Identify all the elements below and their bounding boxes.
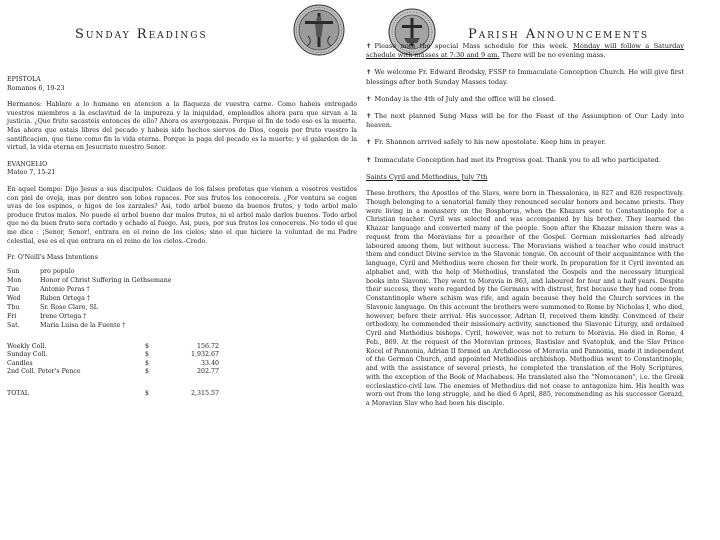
- announcement-text: Monday is the 4th of July and the office will be closed.: [374, 94, 556, 103]
- mass-intentions-heading: Fr. O'Neill's Mass Intentions: [7, 254, 98, 262]
- table-row: [7, 313, 172, 322]
- collection-currency: $: [145, 368, 150, 376]
- cross-icon: ✝: [366, 155, 372, 164]
- epistola-text: Hermanos: Hablare a lo humano en atencion a la flaqueza de vuestra carne. Como habeis entregado vuestros miembros a la esclavitud de la impureza y la iniquidad, empleadlos ahora para que sirvan a la justicia. ¿Que fruto sacasteis entonces de ello? Ahora os avergonzais. Porque el fin de todo eso es la muerte. Mas ahora que estais libres del pecado y habeis sido hechos siervos de Dios, cogeis por fruto vuestro la santificacion, que tiene como fin la vida eterna. Porque la paga del pecado es la muerte; y el galardon de la virtud, la vida eterna en Jesucristo nuestro Senor.: [7, 101, 357, 152]
- collection-amount: 202.77: [196, 368, 219, 376]
- mass-intentions-table: [7, 268, 172, 331]
- collection-label: Candles: [7, 359, 33, 367]
- announcement-text-after: There will be no evening mass.: [501, 51, 606, 60]
- table-row: [7, 268, 172, 277]
- announcement-item: [366, 95, 684, 104]
- announcement-text: Please note the special Mass schedule for this week.: [374, 42, 569, 50]
- intention-text: Honor of Christ Suffering in Gethsemane: [40, 276, 172, 284]
- sunday-readings-title: Sunday Readings: [75, 27, 208, 42]
- announcement-text: We welcome Fr. Edward Brodsky, FSSP to Immaculate Conception Church. He will give first blessings after both Sunday Masses today.: [366, 68, 684, 86]
- collections-table: [7, 343, 219, 399]
- cross-icon: ✝: [366, 94, 372, 103]
- evangelio-text: En aquel tiempo: Dijo Jesus a sus discipulos: Cuidaos de los falsos profetas que vienen a vosotros vestidos con piel de oveja, mas por dentro son lobos rapaces. Por sus frutos los conocereis. ¿Por ventura se cogen uvas de los espinos, o higos de los zarzales? Asi, todo arbol bueno da buenos frutos, y todo arbol malo produce frutos malos. No puede el arbol bueno dar malos frutos, ni el arbol malo darlos buenos. Todo arbol que no da buen fruto sera cortado y echado al fuego. Asi, pues, por sus frutos los conocereis. No todo el que me dice : ¡Senor, Senor!, entrara en el reino de los cielos; sino el que hiciere la voluntad de mi Padre celestial, ese es el que entrara en el reino de los cielos.-Credo.: [7, 185, 357, 245]
- total-label: TOTAL: [7, 390, 29, 398]
- table-row: [7, 277, 172, 286]
- collection-label: Sunday Coll.: [7, 351, 48, 359]
- crucifix-seal-icon: [293, 4, 345, 56]
- table-spacer: [7, 377, 219, 390]
- table-row: [7, 343, 219, 352]
- intention-text: Maria Luisa de la Fuente †: [40, 321, 126, 329]
- intention-day: Sat.: [7, 321, 20, 329]
- collection-amount: 156.72: [196, 342, 219, 350]
- intention-day: Fri: [7, 312, 17, 320]
- announcement-item: [366, 156, 684, 165]
- collection-amount: 1,932.67: [190, 351, 219, 359]
- table-row: [7, 360, 219, 369]
- cross-icon: ✝: [366, 68, 372, 77]
- saints-text: These brothers, the Apostles of the Slavs, were born in Thessalonica, in 827 and 826 respectively. Though belonging to a senatorial family they renounced secular honors and became priests. They were living in a monastery on the Bosphorus, when the Khazars sent to Constantinople for a Christian teacher. Cyril was selected and was accompanied by his brother. They learned the Khazar language and converted many of the people. Soon after the Khazar mission there was a request from the Moravians for a preacher of the Gospel. German missionaries had already laboured among them, but without success. The Moravians wished a teacher who could instruct them and conduct Divine service in the Slavonic tongue. On account of their acquaintance with the language, Cyril and Methodius were chosen for their work. In preparation for it Cyril invented an alphabet and, with the help of Methodius, translated the Gospels and the necessary liturgical books into Slavonic. They went to Moravia in 863, and laboured for four and a half years. Despite their success, they were regarded by the Germans with distrust, first because they had come from Constantinople where schism was rife, and again because they held the Church services in the Slavonic language. On this account the brothers were summoned to Rome by Nicholas I, who died, however, before their arrival. His successor, Adrian II, received them kindly. Convinced of their orthodoxy, he commended their missionary activity, sanctioned the Slavonic Liturgy, and ordained Cyril and Methodius bishops. Cyril, however, was not to return to Moravia. He died in Rome, 4 Feb., 869. At the request of the Moravian princes, Rastislav and Svatopluk, and the Slav Prince Kocel of Pannonia, Adrian II formed an Archdiocese of Moravia and Pannonia, made it independent of the German Church, and appointed Methodius archbishop. Methodius went to Constantinople, and with the assistance of several priests, he completed the translation of the Holy Scriptures, with the exception of the Book of Machabees. He translated also the "Nomocanon", i.e. the Greek ecclesiastico-civil law. The enemies of Methodius did not cease to antagonize him. His health was worn out from the long struggle, and he died 6 April, 885, recommending as his successor Gorazd, a Moravian Slav who had been his disciple.: [366, 190, 684, 408]
- announcements-column: [366, 42, 684, 409]
- epistola-heading: EPISTOLA: [7, 76, 41, 83]
- cross-icon: ✝: [366, 138, 372, 147]
- intention-day: Tue: [7, 285, 19, 293]
- collection-currency: $: [145, 351, 150, 359]
- intention-day: Wed: [7, 294, 21, 302]
- table-row: [7, 368, 219, 377]
- evangelio-heading: EVANGELIO: [7, 160, 48, 168]
- intention-day: Thu: [7, 303, 20, 311]
- table-row: [7, 295, 172, 304]
- announcement-text: Immaculate Conception had met its Progress goal. Thank you to all who participated.: [374, 155, 661, 164]
- table-row: [7, 351, 219, 360]
- collection-amount: 33.40: [200, 359, 219, 367]
- cross-icon: ✝: [366, 112, 372, 121]
- cross-icon: ✝: [366, 42, 372, 50]
- epistola-reference: Romanos 6, 19-23: [7, 84, 65, 92]
- table-row-total: [7, 390, 219, 399]
- intention-text: pro populo: [40, 267, 75, 275]
- collection-label: 2nd Coll. Peter's Pence: [7, 368, 81, 376]
- announcement-item: [366, 68, 684, 86]
- readings-column: [7, 76, 357, 399]
- collection-currency: $: [145, 359, 150, 367]
- intention-text: Irene Ortega †: [40, 312, 87, 320]
- table-row: [7, 286, 172, 295]
- intention-text: Antonio Peras †: [40, 285, 90, 293]
- collection-label: Weekly Coll.: [7, 342, 47, 350]
- intention-text: Ruben Ortega †: [40, 294, 90, 302]
- announcement-text: The next planned Sung Mass will be for the Feast of the Assumption of Our Lady into heaven.: [366, 112, 684, 130]
- intention-text: Sr. Rose Clare, SL: [40, 303, 98, 311]
- intention-day: Sun: [7, 267, 20, 275]
- announcement-underlined-text: Monday will follow a Saturday schedule with masses at 7:30 and 9 am.: [366, 42, 684, 60]
- announcement-item: [366, 138, 684, 147]
- table-row: [7, 304, 172, 313]
- total-currency: $: [145, 390, 150, 398]
- table-row: [7, 322, 172, 331]
- saints-heading: Saints Cyril and Methodius, July 7th: [366, 172, 488, 181]
- intention-day: Mon: [7, 276, 22, 284]
- announcement-item: [366, 112, 684, 130]
- announcement-item: [366, 42, 684, 60]
- parish-announcements-title: Parish Announcements: [468, 27, 649, 42]
- total-amount: 2,315.57: [190, 390, 219, 398]
- announcement-text: Fr. Shannon arrived safely to his new apostolate. Keep him in prayer.: [374, 138, 606, 147]
- evangelio-reference: Mateo 7, 15-21: [7, 169, 56, 177]
- collection-currency: $: [145, 342, 150, 350]
